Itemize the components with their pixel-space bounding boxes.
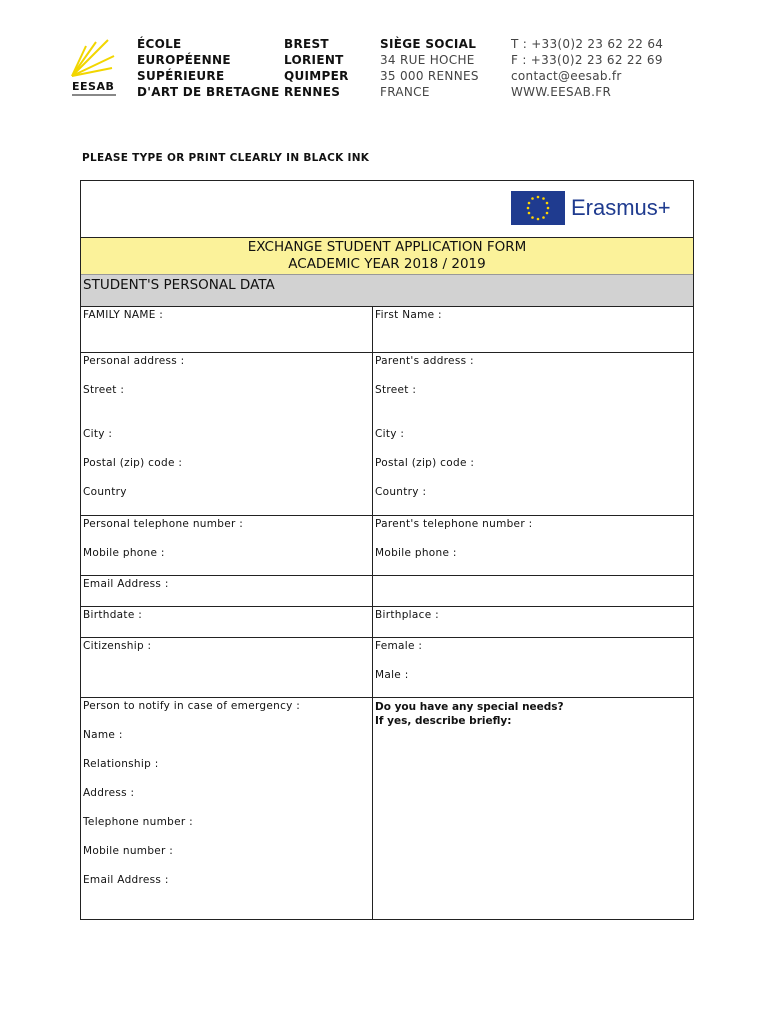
gender-field[interactable]: Female : Male : <box>375 640 423 681</box>
email-field[interactable]: Email Address : <box>81 576 373 606</box>
campus-cities: BREST LORIENT QUIMPER RENNES <box>284 37 349 99</box>
telephone-row <box>81 516 693 576</box>
birth-row <box>81 607 693 638</box>
logo-subline <box>72 94 116 96</box>
first-name-field[interactable]: First Name : <box>375 309 442 321</box>
birthdate-field[interactable]: Birthdate : <box>81 607 373 637</box>
contact-info: T : +33(0)2 23 62 22 64 F : +33(0)2 23 62 22 69 contact@eesab.fr WWW.EESAB.FR <box>511 37 664 99</box>
emergency-contact-field[interactable]: Person to notify in case of emergency : Name : Relationship : Address : Telephone number : Mobile number : Email Address : <box>81 698 373 919</box>
email-empty-cell <box>373 576 693 606</box>
special-needs-field[interactable]: Do you have any special needs? If yes, describe briefly: <box>375 701 564 727</box>
address-row <box>81 353 693 516</box>
school-name: ÉCOLE EUROPÉENNE SUPÉRIEURE D'ART DE BRETAGNE <box>137 37 280 99</box>
family-name-field[interactable]: FAMILY NAME : <box>81 307 373 352</box>
parents-address-field[interactable]: Parent's address : Street : City : Postal (zip) code : Country : <box>375 355 475 498</box>
section-title: STUDENT'S PERSONAL DATA <box>81 275 693 307</box>
parents-telephone-field[interactable]: Parent's telephone number : Mobile phone : <box>375 518 533 559</box>
citizenship-row <box>81 638 693 698</box>
email-row <box>81 576 693 607</box>
eu-flag-icon <box>511 191 565 225</box>
citizenship-field[interactable]: Citizenship : <box>81 638 373 697</box>
name-row <box>81 307 693 353</box>
instruction-text: PLEASE TYPE OR PRINT CLEARLY IN BLACK INK <box>82 152 370 164</box>
emergency-row <box>81 698 693 919</box>
head-office: SIÈGE SOCIAL 34 RUE HOCHE 35 000 RENNES FRANCE <box>380 37 479 99</box>
erasmus-logo-row <box>81 181 693 238</box>
erasmus-label: Erasmus+ <box>571 195 671 220</box>
form-title: EXCHANGE STUDENT APPLICATION FORM ACADEMIC YEAR 2018 / 2019 <box>81 238 693 275</box>
personal-address-field[interactable]: Personal address : Street : City : Postal (zip) code : Country <box>81 353 373 515</box>
birthplace-field[interactable]: Birthplace : <box>375 609 439 621</box>
application-form <box>80 180 694 920</box>
personal-telephone-field[interactable]: Personal telephone number : Mobile phone : <box>81 516 373 575</box>
logo-text: EESAB <box>72 80 115 93</box>
